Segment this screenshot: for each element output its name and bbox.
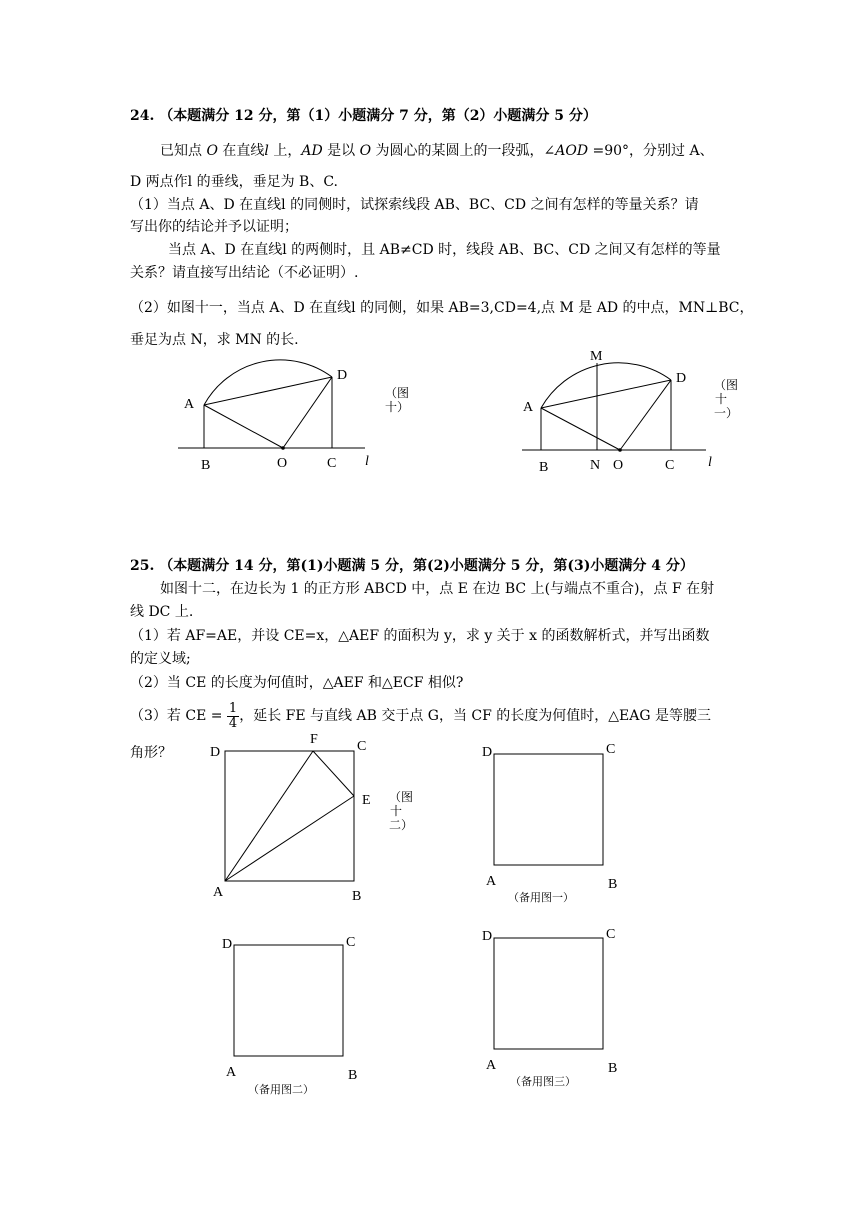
fig11-label-B: B <box>539 460 549 475</box>
fig10-segment-AD <box>204 377 332 405</box>
fig11-segment-AO <box>541 408 620 450</box>
q24-header <box>130 106 860 126</box>
fig10-label-l: l <box>365 454 369 469</box>
fig12-label-D: D <box>210 745 221 760</box>
fig12-label-F: F <box>310 732 318 747</box>
q24-part1-line2: 写出你的结论并予以证明； <box>130 219 298 235</box>
fig12-caption: （图十二） <box>389 790 414 832</box>
fig11-segment-OD <box>620 380 671 450</box>
spare3-label-B: B <box>608 1061 618 1076</box>
fig11-point-O <box>618 448 622 452</box>
fig11-label-O: O <box>613 458 624 473</box>
fig10-label-C: C <box>327 456 337 471</box>
spare1-label-B: B <box>608 877 618 892</box>
q25-part3-line1: （3）若 CE = $\frac{1}{4}$ ，延长 FE 与直线 AB 交于点 G，当 CF 的长度为何值时，△EAG 是等腰三 <box>130 700 712 731</box>
q25-part2: （2）当 CE 的长度为何值时，△AEF 和△ECF 相似? <box>130 675 464 691</box>
q24-part2-line2: 垂足为点 N，求 MN 的长. <box>130 332 299 348</box>
fig12-label-B: B <box>352 889 362 904</box>
q25-header <box>130 556 860 576</box>
spare3-label-C: C <box>606 927 616 942</box>
q25-part1-line1: （1）若 AF=AE，并设 CE=x，△AEF 的面积为 y，求 y 关于 x 的函数解析式，并写出函数 <box>130 628 710 644</box>
q25-score-note: （本题满分 14 分，第(1)小题满 5 分，第(2)小题满分 5 分，第(3)小题满分 4 分） <box>159 558 694 574</box>
q24-intro-line1: 已知点 O 在直线l 上，AD 是以 O 为圆心的某圆上的一段弧，∠AOD =90°，分别过 A、 <box>160 143 714 159</box>
fig11-label-M: M <box>590 349 603 364</box>
spare1-label-D: D <box>482 745 493 760</box>
fig11-label-l: l <box>708 455 712 470</box>
fraction-one-quarter: $\frac{1}{4}$ <box>228 700 238 731</box>
spare2-label-B: B <box>348 1068 358 1083</box>
fig12-label-C: C <box>357 739 367 754</box>
fig11-caption: （图十一） <box>714 378 739 420</box>
fig11-segment-AD <box>541 380 671 408</box>
fig10-label-D: D <box>337 368 348 383</box>
q25-part1-line2: 的定义域; <box>130 651 191 667</box>
fig10-segment-AO <box>204 405 283 448</box>
q25-intro-line2: 线 DC 上. <box>130 604 194 620</box>
spare2-label-C: C <box>346 935 356 950</box>
fig11-arc-AD <box>541 363 671 408</box>
fig12-label-A: A <box>213 885 224 900</box>
fig11-label-N: N <box>590 458 601 473</box>
spare3-label-D: D <box>482 929 493 944</box>
q25-part3-line2: 角形？ <box>130 745 172 761</box>
fig12-label-E: E <box>362 793 371 808</box>
q24-part1-line4: 关系？请直接写出结论（不必证明）. <box>130 265 359 281</box>
fig12-segment-AE <box>225 796 354 881</box>
q25-number: 25. <box>130 558 155 574</box>
fig10-segment-OD <box>283 377 332 448</box>
spare1-square <box>494 754 603 865</box>
fig10-label-O: O <box>277 456 288 471</box>
fig12-segment-AF <box>225 751 313 881</box>
fig10-point-O <box>281 446 285 450</box>
q24-part2-line1: （2）如图十一，当点 A、D 在直线l 的同侧，如果 AB=3,CD=4,点 M 是 AD 的中点，MN⊥BC， <box>130 300 754 316</box>
fig11-label-C: C <box>665 458 675 473</box>
fig11-label-A: A <box>523 400 534 415</box>
fig12-square <box>225 751 354 881</box>
fig10-caption: （图十） <box>385 386 410 414</box>
fig10-label-B: B <box>201 458 211 473</box>
spare3-caption: （备用图三） <box>510 1075 576 1088</box>
spare1-label-A: A <box>486 874 497 889</box>
spare2-square <box>234 945 343 1056</box>
q25-intro-line1: 如图十二，在边长为 1 的正方形 ABCD 中，点 E 在边 BC 上(与端点不重合)，点 F 在射 <box>160 581 715 597</box>
spare2-caption: （备用图二） <box>248 1083 314 1096</box>
spare1-caption: （备用图一） <box>508 891 574 904</box>
spare1-label-C: C <box>606 742 616 757</box>
q24-number: 24. <box>130 108 155 124</box>
fig10-label-A: A <box>184 397 195 412</box>
fig11-label-D: D <box>676 371 687 386</box>
fig10-arc-AD <box>204 360 332 405</box>
spare3-label-A: A <box>486 1058 497 1073</box>
q24-part1-line1: （1）当点 A、D 在直线l 的同侧时，试探索线段 AB、BC、CD 之间有怎样的等量关系？请 <box>130 197 699 213</box>
spare2-label-A: A <box>226 1065 237 1080</box>
spare3-square <box>494 938 603 1049</box>
q24-part1-line3: 当点 A、D 在直线l 的两侧时，且 AB≠CD 时，线段 AB、BC、CD 之间又有怎样的等量 <box>168 242 721 258</box>
q24-score-note: （本题满分 12 分，第（1）小题满分 7 分，第（2）小题满分 5 分） <box>159 108 597 124</box>
spare2-label-D: D <box>222 937 233 952</box>
q24-intro-line2: D 两点作l 的垂线，垂足为 B、C. <box>130 174 339 190</box>
